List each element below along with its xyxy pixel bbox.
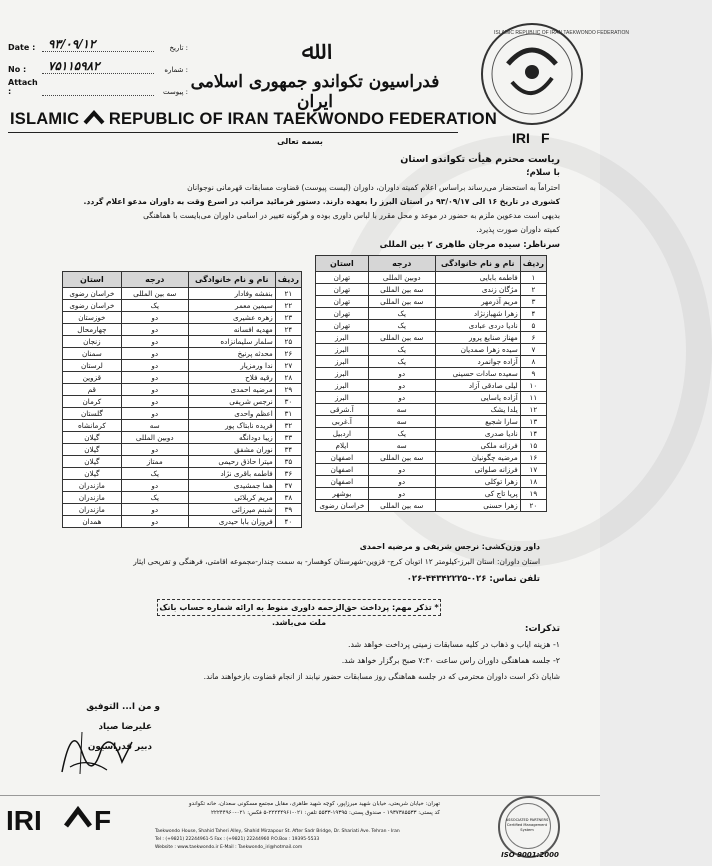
row-number: ۲۷	[275, 360, 301, 372]
referee-grade: دو	[368, 464, 435, 476]
header-divider	[8, 132, 458, 133]
closing: و من ا... التوفیق	[86, 702, 160, 712]
notes-title: تذکرات:	[524, 624, 560, 634]
referee-province: البرز	[316, 380, 369, 392]
letter-meta	[8, 30, 188, 96]
col-province: استان	[316, 256, 369, 272]
referee-name: شبنم میرزائی	[188, 504, 275, 516]
footer-address-line: تهران: خیابان شریعتی، خیابان شهید میرزاپور، کوچه شهید طاهری، مقابل مجتمع مسکونی سعدان، خانه تکواندو	[189, 801, 440, 807]
referee-name: مژگان زندی	[435, 284, 520, 296]
title-en-part2: REPUBLIC OF IRAN TAEKWONDO FEDERATION	[108, 110, 497, 128]
referee-province: قم	[63, 384, 122, 396]
number-label-fa: شماره :	[164, 66, 188, 74]
table-row	[316, 320, 547, 332]
referee-grade: یک	[368, 428, 435, 440]
referee-grade: دو	[368, 392, 435, 404]
footer-iritf-logo	[6, 804, 146, 834]
note-2: ۲- جلسه هماهنگی داوران راس ساعت ۷:۳۰ صبح برگزار خواهد شد.	[341, 656, 560, 665]
referee-name: زیبا دودانگه	[188, 432, 275, 444]
referee-grade: ممتاز	[121, 456, 188, 468]
row-number: ۳۸	[275, 492, 301, 504]
table-row	[63, 432, 302, 444]
footer-logo-suffix: F	[94, 805, 112, 836]
referee-table-left	[62, 271, 302, 528]
logo-suffix: F	[541, 130, 550, 146]
col-row: ردیف	[275, 272, 301, 288]
row-number: ۳۶	[275, 468, 301, 480]
referee-name: رقیه فلاح	[188, 372, 275, 384]
row-number: ۳۰	[275, 396, 301, 408]
table-row	[63, 300, 302, 312]
recipient: ریاست محترم هیأت تکواندو استان	[400, 154, 560, 165]
row-number: ۳۷	[275, 480, 301, 492]
referee-province: گیلان	[63, 456, 122, 468]
row-number: ۱۹	[520, 488, 546, 500]
referee-province: گیلان	[63, 432, 122, 444]
iso-label: ISO 9001:2000	[501, 851, 559, 859]
row-number: ۹	[520, 368, 546, 380]
referee-name: مریم کربلائی	[188, 492, 275, 504]
referee-name: یلدا یشک	[435, 404, 520, 416]
table-row	[63, 456, 302, 468]
referee-province: مازندران	[63, 492, 122, 504]
weigh-in-referees: داور وزن‌کشی: نرجس شریفی و مرضیه احمدی	[359, 542, 540, 551]
referee-province: قزوین	[63, 372, 122, 384]
table-row	[316, 428, 547, 440]
table-row	[63, 360, 302, 372]
number-label-en: No :	[8, 65, 27, 74]
table-row	[63, 324, 302, 336]
referee-grade: سه بین المللی	[368, 452, 435, 464]
referee-province: خراسان رضوی	[316, 500, 369, 512]
referee-province: اصفهان	[316, 476, 369, 488]
attach-label-en: Attach :	[8, 78, 38, 96]
referee-name: پریا تاج کی	[435, 488, 520, 500]
referee-province: تهران	[316, 272, 369, 284]
referee-name: نرجس شریفی	[188, 396, 275, 408]
table-row	[316, 500, 547, 512]
para-3: بدیهی است مدعوین ملزم به حضور در موعد و محل مقرر با لباس داوری بوده و هرگونه تغییر در اسامی داوران می‌بایست با هماهنگی	[143, 211, 560, 220]
table-row	[63, 312, 302, 324]
table-row	[316, 464, 547, 476]
greeting: با سلام؛	[526, 168, 560, 178]
referee-grade: دو	[368, 380, 435, 392]
referee-name: مهناز صنایع پرور	[435, 332, 520, 344]
referee-province: همدان	[63, 516, 122, 528]
row-number: ۴۰	[275, 516, 301, 528]
footer-address-en	[155, 828, 440, 852]
bismillah: بسمه تعالی	[277, 137, 323, 146]
referee-name: نادیا صدری	[435, 428, 520, 440]
row-number: ۲۱	[275, 288, 301, 300]
row-number: ۵	[520, 320, 546, 332]
referee-name: نادیا دردی عبادی	[435, 320, 520, 332]
referee-province: خوزستان	[63, 312, 122, 324]
table-row	[316, 272, 547, 284]
referee-name: فاطمه باقری نژاد	[188, 468, 275, 480]
referee-name: سیده زهرا صمدیان	[435, 344, 520, 356]
row-number: ۱۲	[520, 404, 546, 416]
signer-name: علیرضا صیاد	[98, 722, 152, 732]
para-4: کمیته داوران صورت پذیرد.	[476, 225, 560, 234]
row-number: ۱۱	[520, 392, 546, 404]
row-number: ۲۴	[275, 324, 301, 336]
referee-province: کرمان	[63, 396, 122, 408]
table-row	[63, 408, 302, 420]
referee-province: البرز	[316, 344, 369, 356]
table-row	[316, 404, 547, 416]
referee-name: سیمین معمر	[188, 300, 275, 312]
row-number: ۱۳	[520, 416, 546, 428]
referee-grade: یک	[368, 308, 435, 320]
row-number: ۲۰	[520, 500, 546, 512]
table-row	[316, 488, 547, 500]
row-number: ۳۵	[275, 456, 301, 468]
table-row	[316, 284, 547, 296]
table-row	[316, 332, 547, 344]
row-number: ۱۰	[520, 380, 546, 392]
logo-text: IRI	[512, 130, 530, 146]
footer-address-fa	[155, 800, 440, 818]
referee-name: نوران مشفق	[188, 444, 275, 456]
table-row	[63, 420, 302, 432]
footer-address-en-line: Taekwondo House, Shahid Taheri Alley, Shahid Mirzapour St. After Sadr Bridge, Dr. Shariati Ave. Tehran - Iran	[155, 829, 400, 834]
table-row	[316, 344, 547, 356]
referee-province: مازندران	[63, 480, 122, 492]
referee-grade: دو	[121, 360, 188, 372]
table-row	[316, 416, 547, 428]
title-en-part1: ISLAMIC	[10, 110, 80, 128]
referee-grade: دو	[121, 324, 188, 336]
table-header-row	[63, 272, 302, 288]
referee-name: فاطمه بابایی	[435, 272, 520, 284]
referee-grade: سه	[121, 420, 188, 432]
referee-name: فرزانه صلواتی	[435, 464, 520, 476]
date-value: ۹۳/۰۹/۱۲	[42, 39, 154, 52]
referee-grade: یک	[121, 468, 188, 480]
table-row	[63, 336, 302, 348]
row-number: ۳	[520, 296, 546, 308]
referee-province: البرز	[316, 392, 369, 404]
referee-name: محدثه پرنیخ	[188, 348, 275, 360]
row-number: ۱	[520, 272, 546, 284]
table-row	[63, 444, 302, 456]
referee-name: ندا ورمزیار	[188, 360, 275, 372]
referee-province: اصفهان	[316, 452, 369, 464]
table-row	[316, 380, 547, 392]
col-grade: درجه	[368, 256, 435, 272]
referee-name: فریده نابتاک پور	[188, 420, 275, 432]
referee-grade: دو	[121, 372, 188, 384]
row-number: ۱۶	[520, 452, 546, 464]
footer-contact-en-line: Tel : (+9821) 22244961-5 Fax : (+9821) 22244960 P.O.Box : 19395-5533	[155, 837, 320, 842]
row-number: ۴	[520, 308, 546, 320]
table-row	[316, 308, 547, 320]
cert-text: ASSOCIATED PARTNERS Certified Management System	[505, 818, 549, 832]
referee-name: مهدیه افسانه	[188, 324, 275, 336]
row-number: ۳۳	[275, 432, 301, 444]
table-row	[316, 440, 547, 452]
row-number: ۲	[520, 284, 546, 296]
row-number: ۳۹	[275, 504, 301, 516]
row-number: ۲۶	[275, 348, 301, 360]
attach-label-fa: پیوست :	[162, 88, 188, 96]
date-label-en: Date :	[8, 43, 36, 52]
referee-grade: سه بین المللی	[368, 284, 435, 296]
row-number: ۲۹	[275, 384, 301, 396]
date-label-fa: تاریخ :	[169, 44, 188, 52]
note-3: شایان ذکر است داوران محترمی که در جلسه هماهنگی روز مسابقات حضور نیابند از انجام قضاوت بازخواهند ماند.	[203, 672, 560, 681]
referee-province: اصفهان	[316, 464, 369, 476]
referee-grade: دو	[368, 488, 435, 500]
row-number: ۱۷	[520, 464, 546, 476]
referee-name: فروزان بابا حیدری	[188, 516, 275, 528]
referee-province: ایلام	[316, 440, 369, 452]
date-row	[8, 30, 188, 52]
referee-province: سمنان	[63, 348, 122, 360]
referee-grade: دو	[121, 396, 188, 408]
referee-province: تهران	[316, 320, 369, 332]
referee-grade: یک	[121, 300, 188, 312]
referee-name: لیلی صادقی آزاد	[435, 380, 520, 392]
referee-name: مریم آذرمهر	[435, 296, 520, 308]
referee-province: لرستان	[63, 360, 122, 372]
col-province: استان	[63, 272, 122, 288]
row-number: ۲۵	[275, 336, 301, 348]
referee-grade: دو	[368, 368, 435, 380]
table-row	[63, 504, 302, 516]
referee-province: آ.شرقی	[316, 404, 369, 416]
row-number: ۲۳	[275, 312, 301, 324]
row-number: ۳۴	[275, 444, 301, 456]
row-number: ۶	[520, 332, 546, 344]
col-grade: درجه	[121, 272, 188, 288]
table-row	[316, 392, 547, 404]
contact-phone: تلفن تماس: ۰۲۶-۴۴۳۴۲۲۲۵-۰۲۶	[406, 574, 540, 584]
referee-grade: دو	[121, 516, 188, 528]
footer-phone-line: کد پستی: ۱۹۳۷۳۸۵۵۳۳ - صندوق پستی: ۱۹۳۹۵-۵۵۳۳ تلفن: ۰۲۱-۲۲۲۴۴۹۶۱-۵ فکس: ۰۲۱-۲۲۲۴۴۹۶۰	[210, 810, 440, 816]
row-number: ۳۱	[275, 408, 301, 420]
table-row	[63, 372, 302, 384]
referee-grade: سه	[368, 440, 435, 452]
referee-name: آزاده جوانمرد	[435, 356, 520, 368]
taekwondo-chevron-icon	[84, 111, 104, 125]
attach-value	[42, 83, 154, 96]
table-row	[63, 516, 302, 528]
referee-name: سارا شجیع	[435, 416, 520, 428]
referee-province: البرز	[316, 332, 369, 344]
table-row	[316, 476, 547, 488]
table-row	[63, 288, 302, 300]
referee-name: زهره عشیری	[188, 312, 275, 324]
referee-grade: دو	[121, 480, 188, 492]
handwritten-signature	[52, 712, 142, 782]
referee-province: مازندران	[63, 504, 122, 516]
col-name: نام و نام خانوادگی	[188, 272, 275, 288]
table-row	[63, 396, 302, 408]
referee-name: میترا حاذق رحیمی	[188, 456, 275, 468]
table-row	[63, 480, 302, 492]
table-row	[316, 452, 547, 464]
referee-grade: دو	[121, 408, 188, 420]
referee-name: فرزانه ملکی	[435, 440, 520, 452]
col-row: ردیف	[520, 256, 546, 272]
row-number: ۱۵	[520, 440, 546, 452]
row-number: ۱۴	[520, 428, 546, 440]
referee-grade: سه بین المللی	[368, 500, 435, 512]
table-row	[316, 296, 547, 308]
referee-grade: سه بین المللی	[368, 296, 435, 308]
referee-name: سعیده سادات حسینی	[435, 368, 520, 380]
important-notice: * تذکر مهم: پرداخت حق‌الزحمه داوری منوط به ارائه شماره حساب بانک ملت می‌باشد.	[157, 599, 441, 616]
referee-province: آ.غربی	[316, 416, 369, 428]
iran-emblem-icon: ﷲ	[301, 36, 317, 66]
para-2: کشوری در تاریخ ۱۶ الی ۹۳/۰۹/۱۷ در استان البرز را بعهده دارند. دستور فرمائید مراتب در اسرع وقت به داوران مدعو اعلام گردد.	[83, 197, 560, 206]
referee-grade: دو	[121, 348, 188, 360]
referee-grade: یک	[368, 320, 435, 332]
referee-grade: دوبین المللی	[121, 432, 188, 444]
referee-province: زنجان	[63, 336, 122, 348]
federation-title-en	[10, 110, 497, 129]
referee-name: سلمار سلیمانزاده	[188, 336, 275, 348]
referee-grade: دو	[121, 504, 188, 516]
referee-name: زهرا شهبازنژاد	[435, 308, 520, 320]
referee-grade: یک	[368, 344, 435, 356]
host-address: استان داوران: استان البرز-کیلومتر ۱۲ اتوبان کرج- قزوین-شهرستان کوهسار- به سمت چندار-مجموعه اقامتی، فرهنگی و تفریحی ایثار	[133, 557, 540, 566]
referee-grade: دو	[121, 444, 188, 456]
referee-name: زهرا حسنی	[435, 500, 520, 512]
referee-grade: دو	[368, 476, 435, 488]
note-1: ۱- هزینه ایاب و ذهاب در کلیه مسابقات زمینی پرداخت خواهد شد.	[348, 640, 560, 649]
table-row	[63, 384, 302, 396]
table-row	[63, 492, 302, 504]
footer-web-line: Website : www.taekwondo.ir E-Mail : Taekwondo_iri@hotmail.com	[155, 845, 303, 850]
referee-table-right	[315, 255, 547, 512]
row-number: ۱۸	[520, 476, 546, 488]
federation-title-fa: فدراسیون تکواندو جمهوری اسلامی ایران	[190, 72, 440, 112]
logo-ring-text: ISLAMIC REPUBLIC OF IRAN TAEKWONDO FEDERATION	[494, 30, 630, 36]
referee-name: بنفشه وفادار	[188, 288, 275, 300]
referee-grade: دو	[121, 312, 188, 324]
referee-province: تهران	[316, 284, 369, 296]
referee-province: خراسان رضوی	[63, 288, 122, 300]
referee-province: البرز	[316, 356, 369, 368]
referee-name: هما جمشیدی	[188, 480, 275, 492]
referee-province: چهارمحال	[63, 324, 122, 336]
number-row	[8, 52, 188, 74]
referee-grade: یک	[368, 356, 435, 368]
referee-province: البرز	[316, 368, 369, 380]
row-number: ۲۸	[275, 372, 301, 384]
referee-province: تهران	[316, 308, 369, 320]
footer-logo-text: IRI	[6, 805, 42, 836]
number-value: ۷۵۱۱۵۹۸۲	[42, 61, 154, 74]
referee-grade: سه	[368, 416, 435, 428]
referee-province: تهران	[316, 296, 369, 308]
referee-name: آزاده یاسایی	[435, 392, 520, 404]
referee-grade: سه بین المللی	[368, 332, 435, 344]
referee-grade: دوبین المللی	[368, 272, 435, 284]
referee-province: خراسان رضوی	[63, 300, 122, 312]
referee-province: گلستان	[63, 408, 122, 420]
col-name: نام و نام خانوادگی	[435, 256, 520, 272]
referee-grade: دو	[121, 384, 188, 396]
referee-grade: یک	[121, 492, 188, 504]
referee-province: گیلان	[63, 444, 122, 456]
attach-row	[8, 74, 188, 96]
table-row	[63, 348, 302, 360]
referee-name: مرضیه چگونیان	[435, 452, 520, 464]
para-1: احتراماً به استحضار می‌رساند براساس اعلام کمیته داوران، داوران (لیست پیوست) قضاوت مسابقات قهرمانی نوجوانان	[187, 183, 560, 192]
row-number: ۳۲	[275, 420, 301, 432]
referee-province: اردبیل	[316, 428, 369, 440]
referee-grade: سه	[368, 404, 435, 416]
table-row	[316, 356, 547, 368]
referee-name: زهرا توکلی	[435, 476, 520, 488]
footer-divider	[0, 795, 600, 796]
table-row	[316, 368, 547, 380]
table-header-row	[316, 256, 547, 272]
referee-grade: دو	[121, 336, 188, 348]
referee-name: اعظم واحدی	[188, 408, 275, 420]
row-number: ۷	[520, 344, 546, 356]
signer-title: دبیر فدراسیون	[87, 742, 152, 752]
referee-grade: سه بین المللی	[121, 288, 188, 300]
supervisor: سرناظر: سیده مرجان طاهری ۲ بین المللی	[379, 240, 560, 250]
referee-province: بوشهر	[316, 488, 369, 500]
referee-province: کرمانشاه	[63, 420, 122, 432]
table-row	[63, 468, 302, 480]
referee-province: گیلان	[63, 468, 122, 480]
row-number: ۸	[520, 356, 546, 368]
referee-name: مرضیه احمدی	[188, 384, 275, 396]
row-number: ۲۲	[275, 300, 301, 312]
